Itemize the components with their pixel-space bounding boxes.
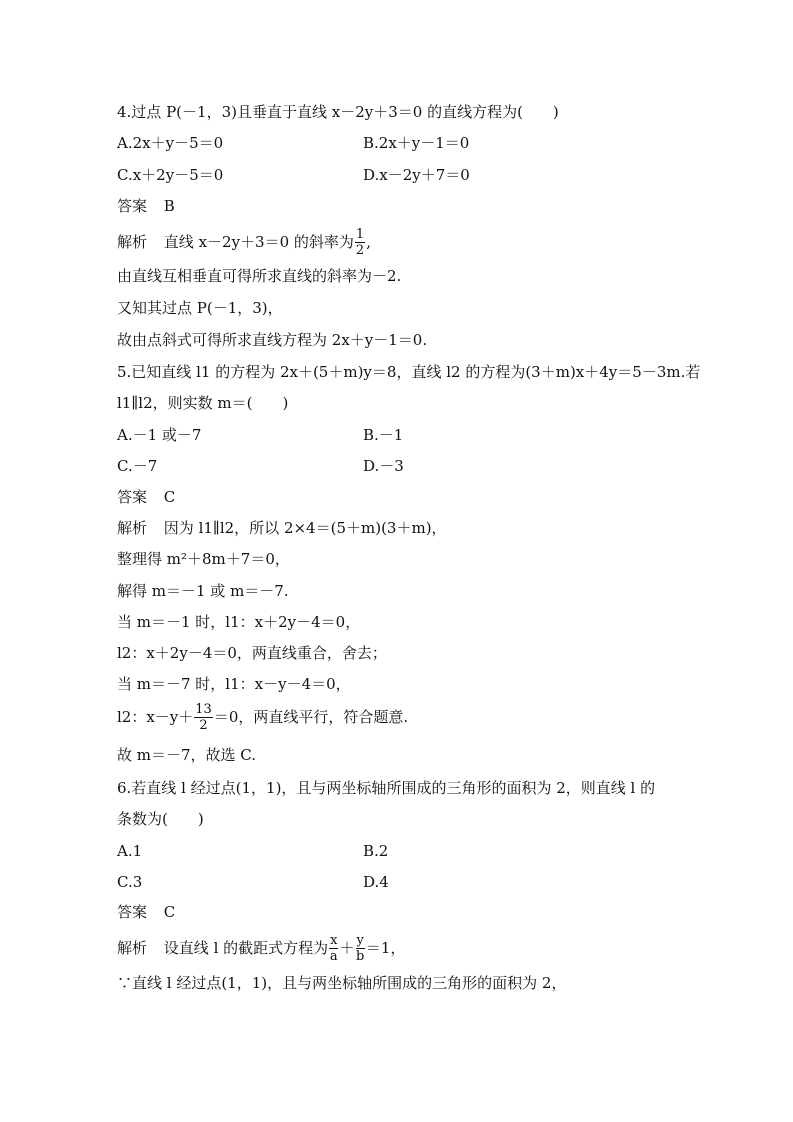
- q6-options-row-2: [117, 868, 677, 896]
- analysis-text: l2：x－y＋: [117, 708, 194, 726]
- analysis-label: 解析: [117, 233, 148, 251]
- fraction: [356, 934, 365, 963]
- fraction-numerator: x: [330, 932, 338, 948]
- q4-option-d: D.x－2y＋7＝0: [363, 166, 470, 184]
- q4-option-c: C.x＋2y－5＝0: [117, 166, 224, 184]
- q5-analysis-1: [117, 514, 447, 542]
- analysis-text: ＝0，两直线平行，符合题意.: [213, 708, 409, 726]
- q5-option-a: A.－1 或－7: [117, 426, 202, 444]
- q5-analysis-5: l2：x＋2y－4＝0，两直线重合，舍去；: [117, 644, 387, 662]
- q6-answer: [117, 898, 175, 926]
- q5-options-row-2: [117, 452, 677, 480]
- q6-option-a: A.1: [117, 842, 143, 860]
- q6-option-c: C.3: [117, 873, 143, 891]
- answer-value: B: [163, 197, 175, 215]
- analysis-text: ,: [366, 233, 371, 251]
- q4-analysis-4: 故由点斜式可得所求直线方程为 2x＋y－1＝0.: [117, 331, 428, 349]
- fraction-numerator: 1: [355, 226, 365, 242]
- fraction-denominator: 2: [199, 717, 208, 733]
- analysis-label: 解析: [117, 939, 148, 957]
- q5-analysis-4: 当 m＝－1 时，l1：x＋2y－4＝0，: [117, 613, 361, 631]
- q4-options-row-2: [117, 161, 677, 189]
- q4-option-a: A.2x＋y－5＝0: [117, 134, 224, 152]
- fraction-numerator: 13: [195, 701, 212, 717]
- q5-analysis-3: 解得 m＝－1 或 m＝－7.: [117, 582, 289, 600]
- q6-analysis-1: [117, 930, 405, 966]
- analysis-text: 设直线 l 的截距式方程为: [163, 939, 329, 957]
- q4-analysis-1: [117, 225, 371, 259]
- q4-options-row-1: [117, 129, 677, 157]
- q6-analysis-2: ∵直线 l 经过点(1，1)，且与两坐标轴所围成的三角形的面积为 2，: [117, 974, 567, 992]
- q5-analysis-8: 故 m＝－7，故选 C.: [117, 746, 257, 764]
- q5-analysis-2: 整理得 m²＋8m＋7＝0，: [117, 550, 290, 568]
- answer-label: 答案: [117, 197, 148, 215]
- q4-stem: 4.过点 P(－1，3)且垂直于直线 x－2y＋3＝0 的直线方程为( ): [117, 103, 559, 121]
- q4-option-b: B.2x＋y－1＝0: [363, 134, 470, 152]
- q6-option-b: B.2: [363, 842, 389, 860]
- q5-option-d: D.－3: [363, 457, 404, 475]
- answer-value: C: [163, 903, 176, 921]
- q6-stem-1: 6.若直线 l 经过点(1，1)，且与两坐标轴所围成的三角形的面积为 2，则直线 l 的: [117, 779, 656, 797]
- q6-stem-2: 条数为( ): [117, 810, 204, 828]
- analysis-text: ＋: [339, 939, 355, 957]
- q5-stem-2: l1∥l2，则实数 m＝( ): [117, 394, 289, 412]
- fraction-denominator: 2: [355, 242, 365, 258]
- fraction-denominator: a: [329, 948, 338, 964]
- q4-analysis-3: 又知其过点 P(－1，3)，: [117, 299, 283, 317]
- answer-label: 答案: [117, 488, 148, 506]
- analysis-label: 解析: [117, 519, 148, 537]
- fraction: [329, 934, 338, 963]
- q4-answer: [117, 192, 175, 220]
- fraction-numerator: y: [356, 932, 364, 948]
- fraction: [355, 228, 365, 257]
- analysis-text: ＝1，: [365, 939, 406, 957]
- fraction: [194, 703, 213, 732]
- q5-option-c: C.－7: [117, 457, 158, 475]
- answer-value: C: [163, 488, 176, 506]
- q5-stem-1: 5.已知直线 l1 的方程为 2x＋(5＋m)y＝8，直线 l2 的方程为(3＋m)x＋4y＝5－3m.若: [117, 363, 701, 381]
- q5-analysis-7: [117, 698, 408, 736]
- q5-option-b: B.－1: [363, 426, 404, 444]
- fraction-denominator: b: [356, 948, 365, 964]
- answer-label: 答案: [117, 903, 148, 921]
- q5-analysis-6: 当 m＝－7 时，l1：x－y－4＝0，: [117, 675, 351, 693]
- analysis-text: 因为 l1∥l2，所以 2×4＝(5＋m)(3＋m)，: [163, 519, 447, 537]
- q6-option-d: D.4: [363, 873, 389, 891]
- q5-options-row-1: [117, 421, 677, 449]
- analysis-text: 直线 x－2y＋3＝0 的斜率为: [163, 233, 354, 251]
- q6-options-row-1: [117, 837, 677, 865]
- q4-analysis-2: 由直线互相垂直可得所求直线的斜率为－2.: [117, 267, 402, 285]
- q5-answer: [117, 483, 175, 511]
